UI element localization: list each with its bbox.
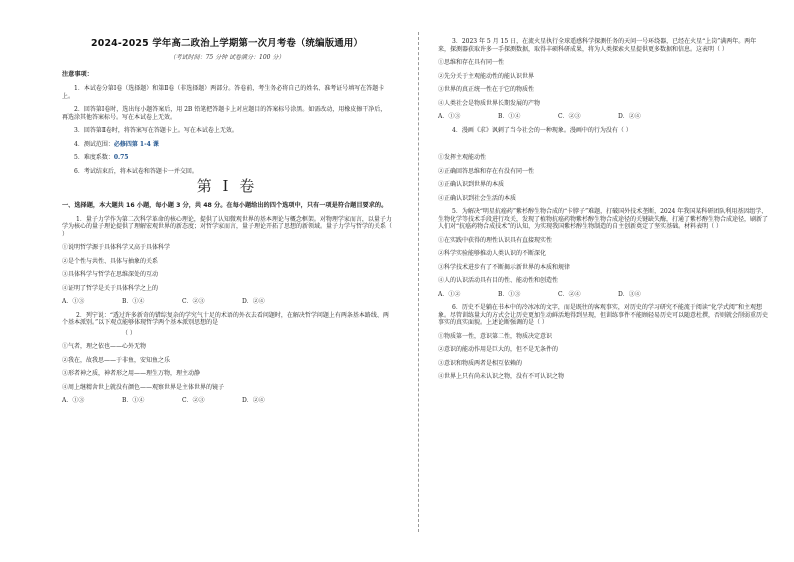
option-3: ③世界的真正统一性在于它的物质性	[438, 86, 535, 93]
option-2: ②我在，故我思——于非鱼，安知鱼之乐	[62, 356, 171, 364]
option-4: ④人的认识活动具有目的性、能动性和创造性	[438, 277, 559, 284]
right-column	[438, 38, 768, 381]
column-divider	[418, 32, 419, 532]
question-stem: 3．2023 年 5 月 15 日，在流火星执行全球遥感科学探测任务的天问一号环绕器，已经在火星“上岗”满两年。两年来，探测器获取许多一手探测数据，取得丰硕科研成果，将为人类探索火星提供更多数据和信息。这表明（ ）	[438, 38, 757, 53]
question-2	[62, 312, 392, 405]
option-3: ③科学技术进步有了不断揭示新世界的本质和规律	[438, 263, 571, 271]
answer-choices	[62, 298, 392, 306]
choice-d: D．③④	[618, 290, 641, 298]
choice-a: A．①③	[62, 397, 85, 404]
left-column	[62, 38, 392, 405]
question-4	[438, 127, 768, 203]
choice-c: C．②③	[182, 397, 205, 404]
answer-choices	[438, 113, 768, 121]
question-5	[438, 208, 768, 298]
option-1: ①气者，理之依也——心外无物	[62, 343, 147, 350]
question-1	[62, 216, 392, 306]
note-6: 6．考试结束后，将本试卷和答题卡一并交回。	[74, 167, 198, 175]
question-stem: 2．列宁说：“透过许多新奇的错综复杂的学究气十足的术语的外衣去看问题时，在解决哲学问题上有两条基本路线、两个基本派别。”以下观点能够体现哲学两个基本派别思想的是	[62, 311, 389, 326]
section-intro: 一、选择题，本大题共 16 小题，每小题 3 分，共 48 分。在每小题给出的四个选项中，只有一项是符合题目要求的。	[62, 201, 388, 209]
option-1: ①说明哲学源于具体科学又高于具体科学	[62, 244, 171, 251]
choice-d: D．②④	[242, 397, 265, 404]
choice-c: C．②④	[558, 290, 581, 298]
choice-c: C．②③	[182, 298, 205, 305]
question-stem: 4．漫画《求》讽刺了当今社会的一种现象。漫画中的行为没有（ ）	[452, 126, 632, 134]
difficulty-value: 0.75	[113, 154, 129, 161]
option-2: ②是个性与共性、具体与抽象的关系	[62, 257, 159, 265]
question-stem: 6．历史不是躺在书本中的冷冰冰的文字，而是既往的客观事实，对历史的学习研究不能流于阅读“化学式阅”和主观想象。尽管训练量大的方式会让历史更加生动鲜活地得到呈现，但训练事件不能顾轻易历史可以随意杜撰，否则就会削弱重历史事实的真实面貌。上述论断强调的是（ ）	[438, 304, 769, 326]
question-stem: 5．为解决“明星抗癌药”紫杉醇生物合成的“卡脖子”难题，打破国外技术垄断，2024 年我国某科研团队利用基因组学、生物化学等技术手段进行攻关，发现了植物抗癌药物紫杉醇生物合成途径的关键缺失酶，打通了紫杉醇生物合成途径，刷新了人们对“抗癌药物合成技术”的认知，为实现我国紫杉醇生物制造的自主创新奠定了坚实基础。材料表明（ ）	[438, 208, 769, 230]
answer-choices	[62, 397, 392, 405]
exam-title: 2024-2025 学年高二政治上学期第一次月考卷（统编版通用）	[91, 38, 363, 49]
option-2: ②科学实验能够推动人类认识的不断深化	[438, 250, 547, 257]
exam-subtitle: （考试时间：75 分钟 试卷满分：100 分）	[169, 53, 285, 61]
note-5	[62, 154, 392, 162]
cartoon-placeholder	[438, 134, 768, 148]
choice-a: A．①③	[62, 298, 85, 305]
choice-b: B．①④	[498, 113, 521, 120]
option-4: ④世界上只有尚未认识之物，没有不可认识之物	[438, 373, 565, 380]
option-4: ④人类社会是物质世界长期发展的产物	[438, 99, 541, 107]
test-scope: 必修四第 1-4 课	[113, 140, 159, 148]
option-3: ③正确认识到世界的本质	[438, 181, 505, 188]
option-3: ③形者神之质，神者形之用——理生万物，理主动静	[62, 370, 201, 377]
note-1: 1．本试卷分第Ⅰ卷（选择题）和第Ⅱ卷（非选择题）两部分。答卷前，考生务必将自己的姓名、准考证号填写在答题卡上。	[62, 85, 385, 100]
option-3: ③具体科学与哲学在思维深处的互动	[62, 271, 159, 278]
answer-choices	[438, 291, 768, 299]
choice-b: B．①④	[122, 397, 145, 404]
option-1: ①物质第一性，意识第二性，物质决定意识	[438, 332, 553, 340]
note-5-prefix: 5．难度系数：	[74, 154, 114, 161]
question-3	[438, 38, 768, 121]
choice-c: C．②③	[558, 113, 581, 120]
note-3: 3．回答第Ⅱ卷时，将答案写在答题卡上。写在本试卷上无效。	[74, 127, 238, 134]
answer-paren: （ ）	[122, 329, 136, 337]
note-4	[62, 141, 392, 149]
section-title: 第 Ⅰ 卷	[196, 177, 258, 195]
notes-heading: 注意事项：	[62, 71, 93, 79]
question-stem: 1．量子力学作为第二次科学革命的核心理论，提供了认知微观世界的基本理论与概念框架。对物理学家而言，以量子力学为核心的量子理论提供了理解宏观世界的新态度；对哲学家而言，量子理论开拓了思想的新领域。量子力学与哲学的关系（ ）	[62, 215, 393, 238]
option-2: ②正确回答思维和存在有没有同一性	[438, 167, 535, 175]
option-4: ④周上继精舍世上就没有颜色——观察世界是主体世界的镜子	[62, 383, 225, 391]
choice-a: A．①③	[438, 113, 461, 120]
option-4: ④正确认识到社会生活的本质	[438, 194, 517, 202]
option-2: ②意识的能动作用是巨大的，但不是无条件的	[438, 346, 559, 353]
option-4: ④证明了哲学是关于具体科学之上的	[62, 284, 159, 292]
note-4-prefix: 4．测试范围：	[74, 140, 114, 148]
option-1: ①思维和存在具有同一性	[438, 59, 505, 66]
choice-b: B．①④	[122, 298, 145, 305]
option-1: ①发挥主观能动性	[438, 154, 487, 161]
option-2: ②先分关于主观能动性的能认识世界	[438, 72, 535, 80]
option-1: ①在实践中获得的理性认识具有直接现实性	[438, 236, 553, 244]
choice-d: D．②④	[242, 298, 265, 305]
question-6	[438, 304, 768, 381]
choice-b: B．①③	[498, 290, 521, 298]
option-3: ③意识和物质两者是相互依赖的	[438, 359, 523, 367]
choice-d: D．②④	[618, 113, 641, 120]
note-2: 2．回答第Ⅰ卷时，选出每小题答案后，用 2B 铅笔把答题卡上对应题目的答案标号涂黑。如需改动，用橡皮擦干净后，再选涂其他答案标号。写在本试卷上无效。	[62, 106, 387, 121]
choice-a: A．①②	[438, 290, 461, 298]
